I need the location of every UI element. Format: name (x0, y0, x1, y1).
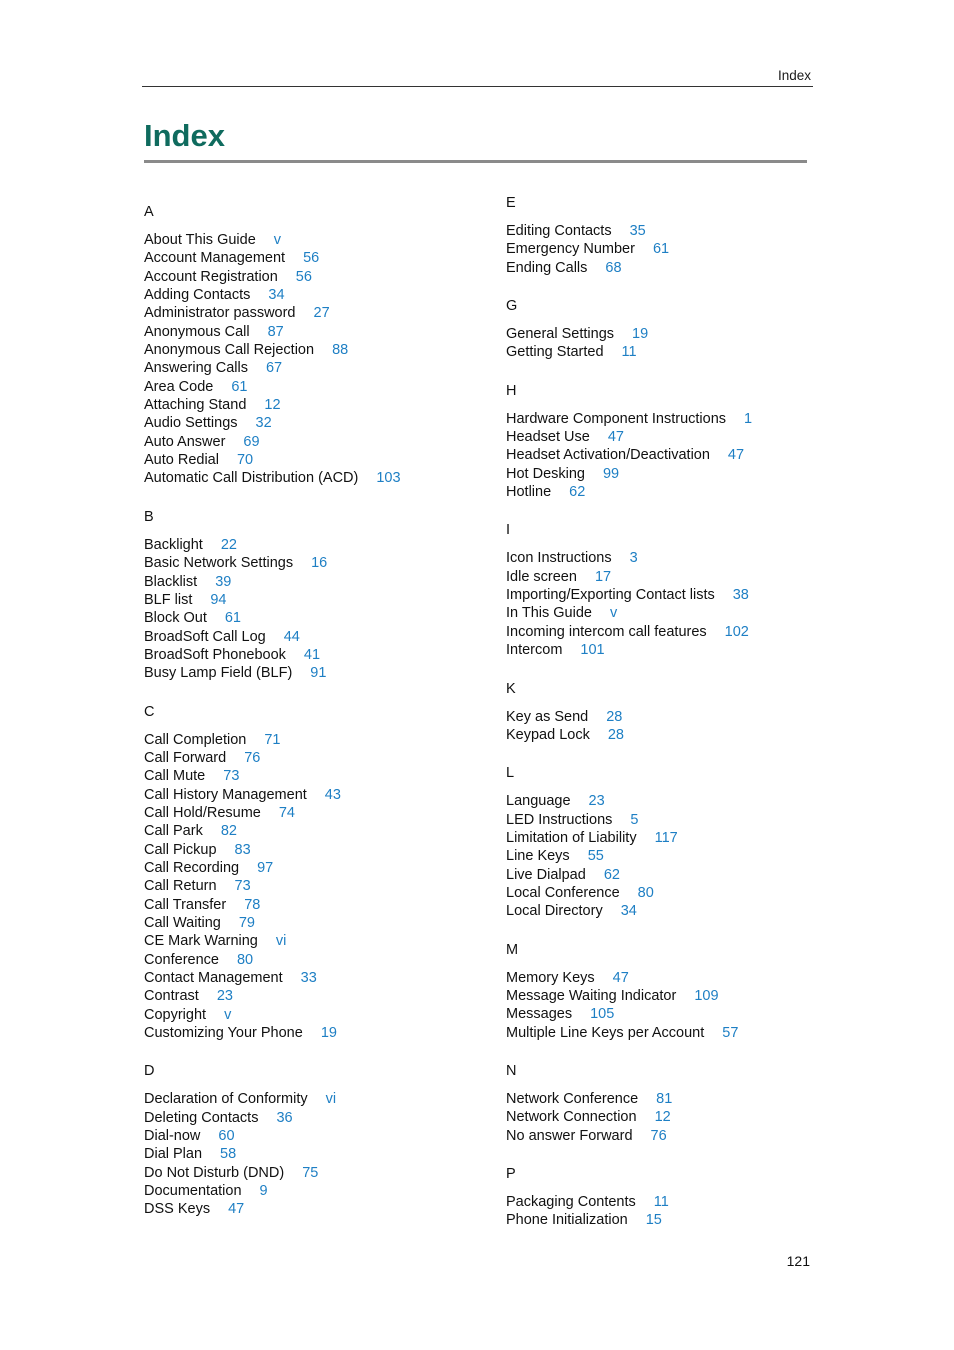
section-letter: P (506, 1166, 516, 1182)
entry-label: Emergency Number (506, 241, 635, 258)
index-entry (506, 568, 806, 586)
entry-page-link[interactable]: 47 (612, 969, 629, 986)
entry-label: Call Pickup (144, 841, 217, 858)
entry-label: Documentation (144, 1183, 242, 1200)
entry-page-link[interactable]: 61 (652, 241, 670, 258)
index-entry (144, 359, 484, 377)
index-entry (144, 433, 484, 451)
entry-page-link[interactable]: vi (325, 1091, 337, 1108)
entry-page-link[interactable]: 73 (223, 768, 240, 785)
title-divider (144, 160, 807, 163)
entry-label: Call Park (144, 823, 203, 840)
entry-page-link[interactable]: 41 (303, 646, 321, 663)
index-entry (144, 731, 484, 749)
entry-page-link[interactable]: 79 (238, 915, 255, 931)
entry-page-link[interactable]: 47 (228, 1201, 245, 1218)
index-entry (144, 1109, 484, 1127)
entry-label: Hardware Component Instructions (506, 410, 727, 427)
index-entry (506, 259, 806, 277)
index-section-k (506, 680, 806, 745)
index-entry (506, 1211, 806, 1229)
entry-page-link[interactable]: 36 (276, 1109, 293, 1126)
index-entry (144, 987, 484, 1005)
entry-page-link[interactable]: 44 (283, 628, 300, 645)
section-letter: A (144, 204, 154, 220)
index-entry (144, 646, 484, 664)
entry-label: Local Conference (506, 884, 620, 901)
entry-label: Block Out (144, 610, 207, 627)
entry-page-link[interactable]: 73 (234, 878, 251, 895)
index-section-c (144, 703, 484, 1043)
entry-label: Call Recording (144, 859, 240, 876)
index-entry (144, 396, 484, 414)
entry-label: Network Conference (506, 1090, 639, 1107)
entry-page-link[interactable]: 19 (632, 326, 649, 343)
entry-label: Hot Desking (506, 465, 585, 482)
index-entry (144, 591, 484, 609)
entry-page-link[interactable]: vi (275, 933, 287, 950)
entry-label: Conference (144, 951, 219, 968)
index-entry (144, 859, 484, 877)
entry-page-link[interactable]: 3 (629, 550, 638, 567)
entry-page-link[interactable]: 117 (654, 829, 678, 846)
entry-label: Administrator password (144, 305, 296, 322)
entry-label: Call Mute (144, 768, 206, 785)
entry-page-link[interactable]: 12 (654, 1109, 671, 1126)
index-entry (144, 451, 484, 469)
index-entry (506, 1090, 806, 1108)
section-spacer (506, 362, 806, 382)
section-spacer (506, 744, 806, 764)
entry-label: Call Hold/Resume (144, 804, 261, 821)
index-entry (144, 609, 484, 627)
entry-label: Incoming intercom call features (506, 623, 707, 640)
index-entry (144, 304, 484, 322)
entry-page-link[interactable]: 80 (637, 884, 654, 901)
entry-page-link[interactable]: 57 (722, 1024, 739, 1041)
page-number: 121 (786, 1253, 810, 1269)
entry-page-link[interactable]: 23 (216, 988, 233, 1005)
index-entry (144, 1090, 484, 1108)
index-entry (144, 951, 484, 969)
index-entry (506, 866, 806, 884)
index-entry (144, 1200, 484, 1218)
entry-label: Packaging Contents (506, 1194, 636, 1210)
entry-page-link[interactable]: 19 (320, 1025, 337, 1042)
section-letter: G (506, 298, 518, 315)
index-entry (506, 465, 806, 483)
section-spacer (506, 277, 806, 297)
entry-label: Copyright (144, 1006, 207, 1023)
entry-page-link[interactable]: 60 (218, 1128, 235, 1145)
entry-page-link[interactable]: 62 (569, 484, 586, 501)
entry-label: Call History Management (144, 786, 307, 803)
entry-label: Account Registration (144, 268, 278, 285)
index-entry (506, 1193, 806, 1211)
entry-page-link[interactable]: 38 (732, 587, 749, 604)
index-entry (144, 628, 484, 646)
index-entry (506, 1024, 806, 1042)
index-section-h (506, 382, 806, 502)
index-entry (144, 286, 484, 304)
entry-label: Call Transfer (144, 896, 227, 913)
entry-label: Importing/Exporting Contact lists (506, 587, 715, 604)
index-entry (506, 811, 806, 829)
index-entry (144, 469, 484, 487)
section-spacer (506, 501, 806, 521)
entry-page-link[interactable]: 16 (311, 555, 328, 572)
entry-page-link[interactable]: 1 (744, 410, 753, 427)
index-section-a (144, 203, 484, 488)
section-spacer (506, 1042, 806, 1062)
entry-page-link[interactable]: 101 (580, 642, 605, 659)
entry-page-link[interactable]: 43 (324, 786, 341, 803)
entry-page-link[interactable]: v (273, 232, 282, 248)
entry-page-link[interactable]: 56 (295, 268, 312, 285)
index-entry (144, 341, 484, 359)
entry-label: Call Return (144, 878, 217, 895)
entry-label: Busy Lamp Field (BLF) (144, 665, 293, 682)
entry-label: Headset Activation/Deactivation (506, 447, 710, 464)
index-entry (506, 222, 806, 240)
entry-page-link[interactable]: 12 (264, 397, 281, 414)
entry-label: About This Guide (144, 232, 256, 248)
entry-label: Audio Settings (144, 415, 238, 432)
index-entry (144, 786, 484, 804)
index-entry (144, 1182, 484, 1200)
entry-label: Adding Contacts (144, 287, 251, 304)
index-section-m (506, 941, 806, 1042)
entry-page-link[interactable]: 80 (236, 951, 254, 968)
entry-page-link[interactable]: 82 (220, 823, 237, 840)
index-entry (506, 884, 806, 902)
index-entry (506, 1127, 806, 1145)
entry-page-link[interactable]: 34 (620, 903, 637, 920)
entry-label: Limitation of Liability (506, 829, 637, 846)
entry-page-link[interactable]: 109 (694, 987, 719, 1004)
entry-page-link[interactable]: 55 (587, 848, 604, 865)
index-entry (506, 446, 806, 464)
index-entry (144, 554, 484, 572)
entry-label: Anonymous Call Rejection (144, 342, 315, 359)
index-entry (506, 604, 806, 622)
index-entry (144, 573, 484, 591)
entry-page-link[interactable]: 97 (257, 859, 274, 876)
index-entry (506, 325, 806, 343)
entry-page-link[interactable]: v (224, 1006, 232, 1023)
page-title: Index (144, 118, 225, 153)
entry-label: Contact Management (144, 970, 283, 987)
index-entry (144, 841, 484, 859)
index-section-i (506, 521, 806, 659)
entry-page-link[interactable]: 15 (645, 1212, 662, 1229)
entry-page-link[interactable]: 76 (244, 749, 261, 766)
entry-page-link[interactable]: 91 (310, 665, 327, 682)
entry-page-link[interactable]: 34 (268, 287, 285, 304)
entry-label: Hotline (506, 484, 552, 501)
entry-page-link[interactable]: 74 (278, 804, 295, 821)
section-letter: M (506, 941, 519, 958)
section-spacer (506, 921, 806, 941)
entry-label: Customizing Your Phone (144, 1025, 303, 1042)
index-entry (506, 987, 806, 1005)
entry-label: Answering Calls (144, 360, 248, 377)
entry-label: Local Directory (506, 903, 603, 920)
index-entry (144, 914, 484, 932)
section-letter: N (506, 1062, 517, 1079)
entry-label: Declaration of Conformity (144, 1091, 308, 1108)
entry-page-link[interactable]: 9 (259, 1183, 268, 1200)
index-entry (506, 623, 806, 641)
index-section-b (144, 508, 484, 683)
index-entry (506, 641, 806, 659)
index-entry (144, 536, 484, 554)
index-entry (506, 792, 806, 810)
entry-label: Account Management (144, 250, 286, 267)
index-entry (506, 726, 806, 744)
entry-page-link[interactable]: 47 (727, 447, 745, 464)
index-entry (506, 847, 806, 865)
section-letter: H (506, 382, 517, 399)
entry-label: Call Completion (144, 731, 247, 748)
index-entry (144, 804, 484, 822)
entry-label: Blacklist (144, 573, 198, 590)
entry-page-link[interactable]: 11 (653, 1194, 669, 1210)
index-entry (506, 1108, 806, 1126)
entry-page-link[interactable]: 76 (650, 1127, 667, 1144)
entry-page-link[interactable]: 47 (607, 429, 624, 446)
entry-page-link[interactable]: 5 (630, 811, 639, 828)
index-entry (506, 410, 806, 428)
index-entry (144, 896, 484, 914)
index-entry (144, 749, 484, 767)
index-entry (144, 1127, 484, 1145)
index-entry (506, 586, 806, 604)
entry-page-link[interactable]: 71 (264, 731, 281, 748)
entry-label: CE Mark Warning (144, 933, 258, 950)
index-entry (144, 1024, 484, 1042)
entry-label: Do Not Disturb (DND) (144, 1164, 285, 1181)
entry-page-link[interactable]: 35 (629, 223, 646, 239)
entry-label: Getting Started (506, 344, 604, 361)
entry-page-link[interactable]: 17 (594, 568, 612, 585)
index-entry (144, 1164, 484, 1182)
entry-label: No answer Forward (506, 1127, 633, 1144)
entry-label: General Settings (506, 326, 615, 343)
entry-label: Dial-now (144, 1128, 201, 1145)
index-entry (506, 428, 806, 446)
section-letter: I (506, 522, 511, 539)
index-column-right (506, 194, 806, 1230)
index-section-p (506, 1165, 806, 1230)
index-entry (506, 240, 806, 258)
section-spacer (506, 1145, 806, 1165)
entry-label: Idle screen (506, 568, 577, 585)
entry-page-link[interactable]: 27 (313, 305, 330, 322)
entry-page-link[interactable]: 81 (656, 1090, 673, 1107)
entry-label: Multiple Line Keys per Account (506, 1024, 705, 1041)
index-entry (144, 378, 484, 396)
entry-page-link[interactable]: 103 (376, 470, 401, 487)
entry-label: Live Dialpad (506, 866, 586, 883)
section-spacer (506, 660, 806, 680)
entry-label: Phone Initialization (506, 1212, 628, 1229)
entry-page-link[interactable]: 68 (605, 259, 622, 276)
entry-label: Call Waiting (144, 915, 221, 931)
entry-label: BLF list (144, 591, 193, 608)
entry-label: In This Guide (506, 605, 592, 622)
index-section-g (506, 297, 806, 362)
entry-label: Contrast (144, 988, 199, 1005)
entry-page-link[interactable]: 87 (267, 323, 284, 340)
section-spacer (144, 683, 484, 703)
entry-label: Deleting Contacts (144, 1109, 259, 1126)
entry-page-link[interactable]: 69 (243, 433, 260, 450)
section-spacer (144, 1042, 484, 1062)
entry-page-link[interactable]: 33 (300, 970, 317, 987)
entry-page-link[interactable]: v (609, 605, 618, 622)
entry-page-link[interactable]: 23 (588, 793, 605, 810)
header-divider (142, 86, 813, 87)
index-entry (506, 549, 806, 567)
entry-label: Basic Network Settings (144, 555, 294, 572)
entry-page-link[interactable]: 28 (606, 708, 623, 725)
index-entry (144, 932, 484, 950)
index-entry (506, 902, 806, 920)
section-letter: C (144, 703, 155, 720)
entry-label: Memory Keys (506, 969, 595, 986)
entry-page-link[interactable]: 67 (265, 360, 283, 377)
entry-label: Backlight (144, 536, 203, 553)
index-entry (506, 1005, 806, 1023)
index-entry (144, 1145, 484, 1163)
index-section-n (506, 1062, 806, 1145)
index-column-left (144, 203, 484, 1219)
entry-label: Messages (506, 1006, 573, 1023)
entry-label: Dial Plan (144, 1146, 203, 1163)
entry-label: Editing Contacts (506, 223, 612, 239)
entry-label: Network Connection (506, 1109, 637, 1126)
entry-label: Icon Instructions (506, 550, 612, 567)
index-entry (144, 231, 484, 249)
entry-label: DSS Keys (144, 1201, 211, 1218)
section-spacer (144, 488, 484, 508)
entry-page-link[interactable]: 58 (220, 1146, 237, 1163)
entry-page-link[interactable]: 61 (231, 378, 248, 395)
index-entry (144, 414, 484, 432)
entry-page-link[interactable]: 39 (215, 573, 232, 590)
entry-page-link[interactable]: 61 (224, 610, 241, 627)
section-letter: E (506, 195, 516, 211)
index-entry (506, 343, 806, 361)
index-entry (506, 829, 806, 847)
entry-page-link[interactable]: 105 (590, 1006, 615, 1023)
section-letter: L (506, 765, 515, 782)
entry-page-link[interactable]: 28 (607, 726, 624, 743)
entry-label: Call Forward (144, 749, 227, 766)
index-entry (144, 822, 484, 840)
section-letter: B (144, 508, 154, 525)
entry-page-link[interactable]: 78 (244, 896, 261, 913)
index-section-l (506, 764, 806, 920)
entry-label: LED Instructions (506, 811, 613, 828)
section-letter: D (144, 1063, 155, 1080)
entry-page-link[interactable]: 62 (603, 866, 620, 883)
index-entry (506, 708, 806, 726)
index-entry (506, 483, 806, 501)
index-entry (144, 877, 484, 895)
entry-label: Intercom (506, 642, 563, 659)
entry-label: Headset Use (506, 429, 590, 446)
entry-page-link[interactable]: 70 (236, 452, 254, 469)
index-entry (144, 249, 484, 267)
entry-page-link[interactable]: 94 (210, 591, 227, 608)
entry-page-link[interactable]: 11 (621, 344, 637, 361)
entry-label: Area Code (144, 378, 214, 395)
entry-label: Language (506, 793, 571, 810)
index-entry (144, 969, 484, 987)
entry-page-link[interactable]: 75 (302, 1164, 319, 1181)
entry-page-link[interactable]: 88 (332, 342, 349, 359)
entry-label: Auto Answer (144, 433, 226, 450)
entry-label: Message Waiting Indicator (506, 987, 677, 1004)
entry-page-link[interactable]: 22 (220, 536, 237, 553)
entry-page-link[interactable]: 99 (602, 465, 620, 482)
entry-label: Ending Calls (506, 259, 588, 276)
entry-label: Automatic Call Distribution (ACD) (144, 470, 359, 487)
entry-label: Attaching Stand (144, 397, 247, 414)
index-section-e (506, 194, 806, 277)
entry-label: Key as Send (506, 708, 589, 725)
index-section-d (144, 1062, 484, 1218)
index-entry (506, 969, 806, 987)
index-entry (144, 268, 484, 286)
index-entry (144, 664, 484, 682)
entry-page-link[interactable]: 56 (303, 250, 320, 267)
entry-page-link[interactable]: 83 (234, 841, 251, 858)
entry-label: Anonymous Call (144, 323, 250, 340)
index-entry (144, 1006, 484, 1024)
entry-label: BroadSoft Call Log (144, 628, 266, 645)
entry-label: Auto Redial (144, 452, 219, 469)
entry-page-link[interactable]: 32 (255, 415, 272, 432)
entry-page-link[interactable]: 102 (724, 623, 749, 640)
entry-label: Line Keys (506, 848, 570, 865)
entry-label: BroadSoft Phonebook (144, 646, 286, 663)
section-letter: K (506, 680, 516, 697)
entry-label: Keypad Lock (506, 726, 590, 743)
index-entry (144, 767, 484, 785)
running-header-title: Index (777, 68, 811, 83)
index-entry (144, 323, 484, 341)
